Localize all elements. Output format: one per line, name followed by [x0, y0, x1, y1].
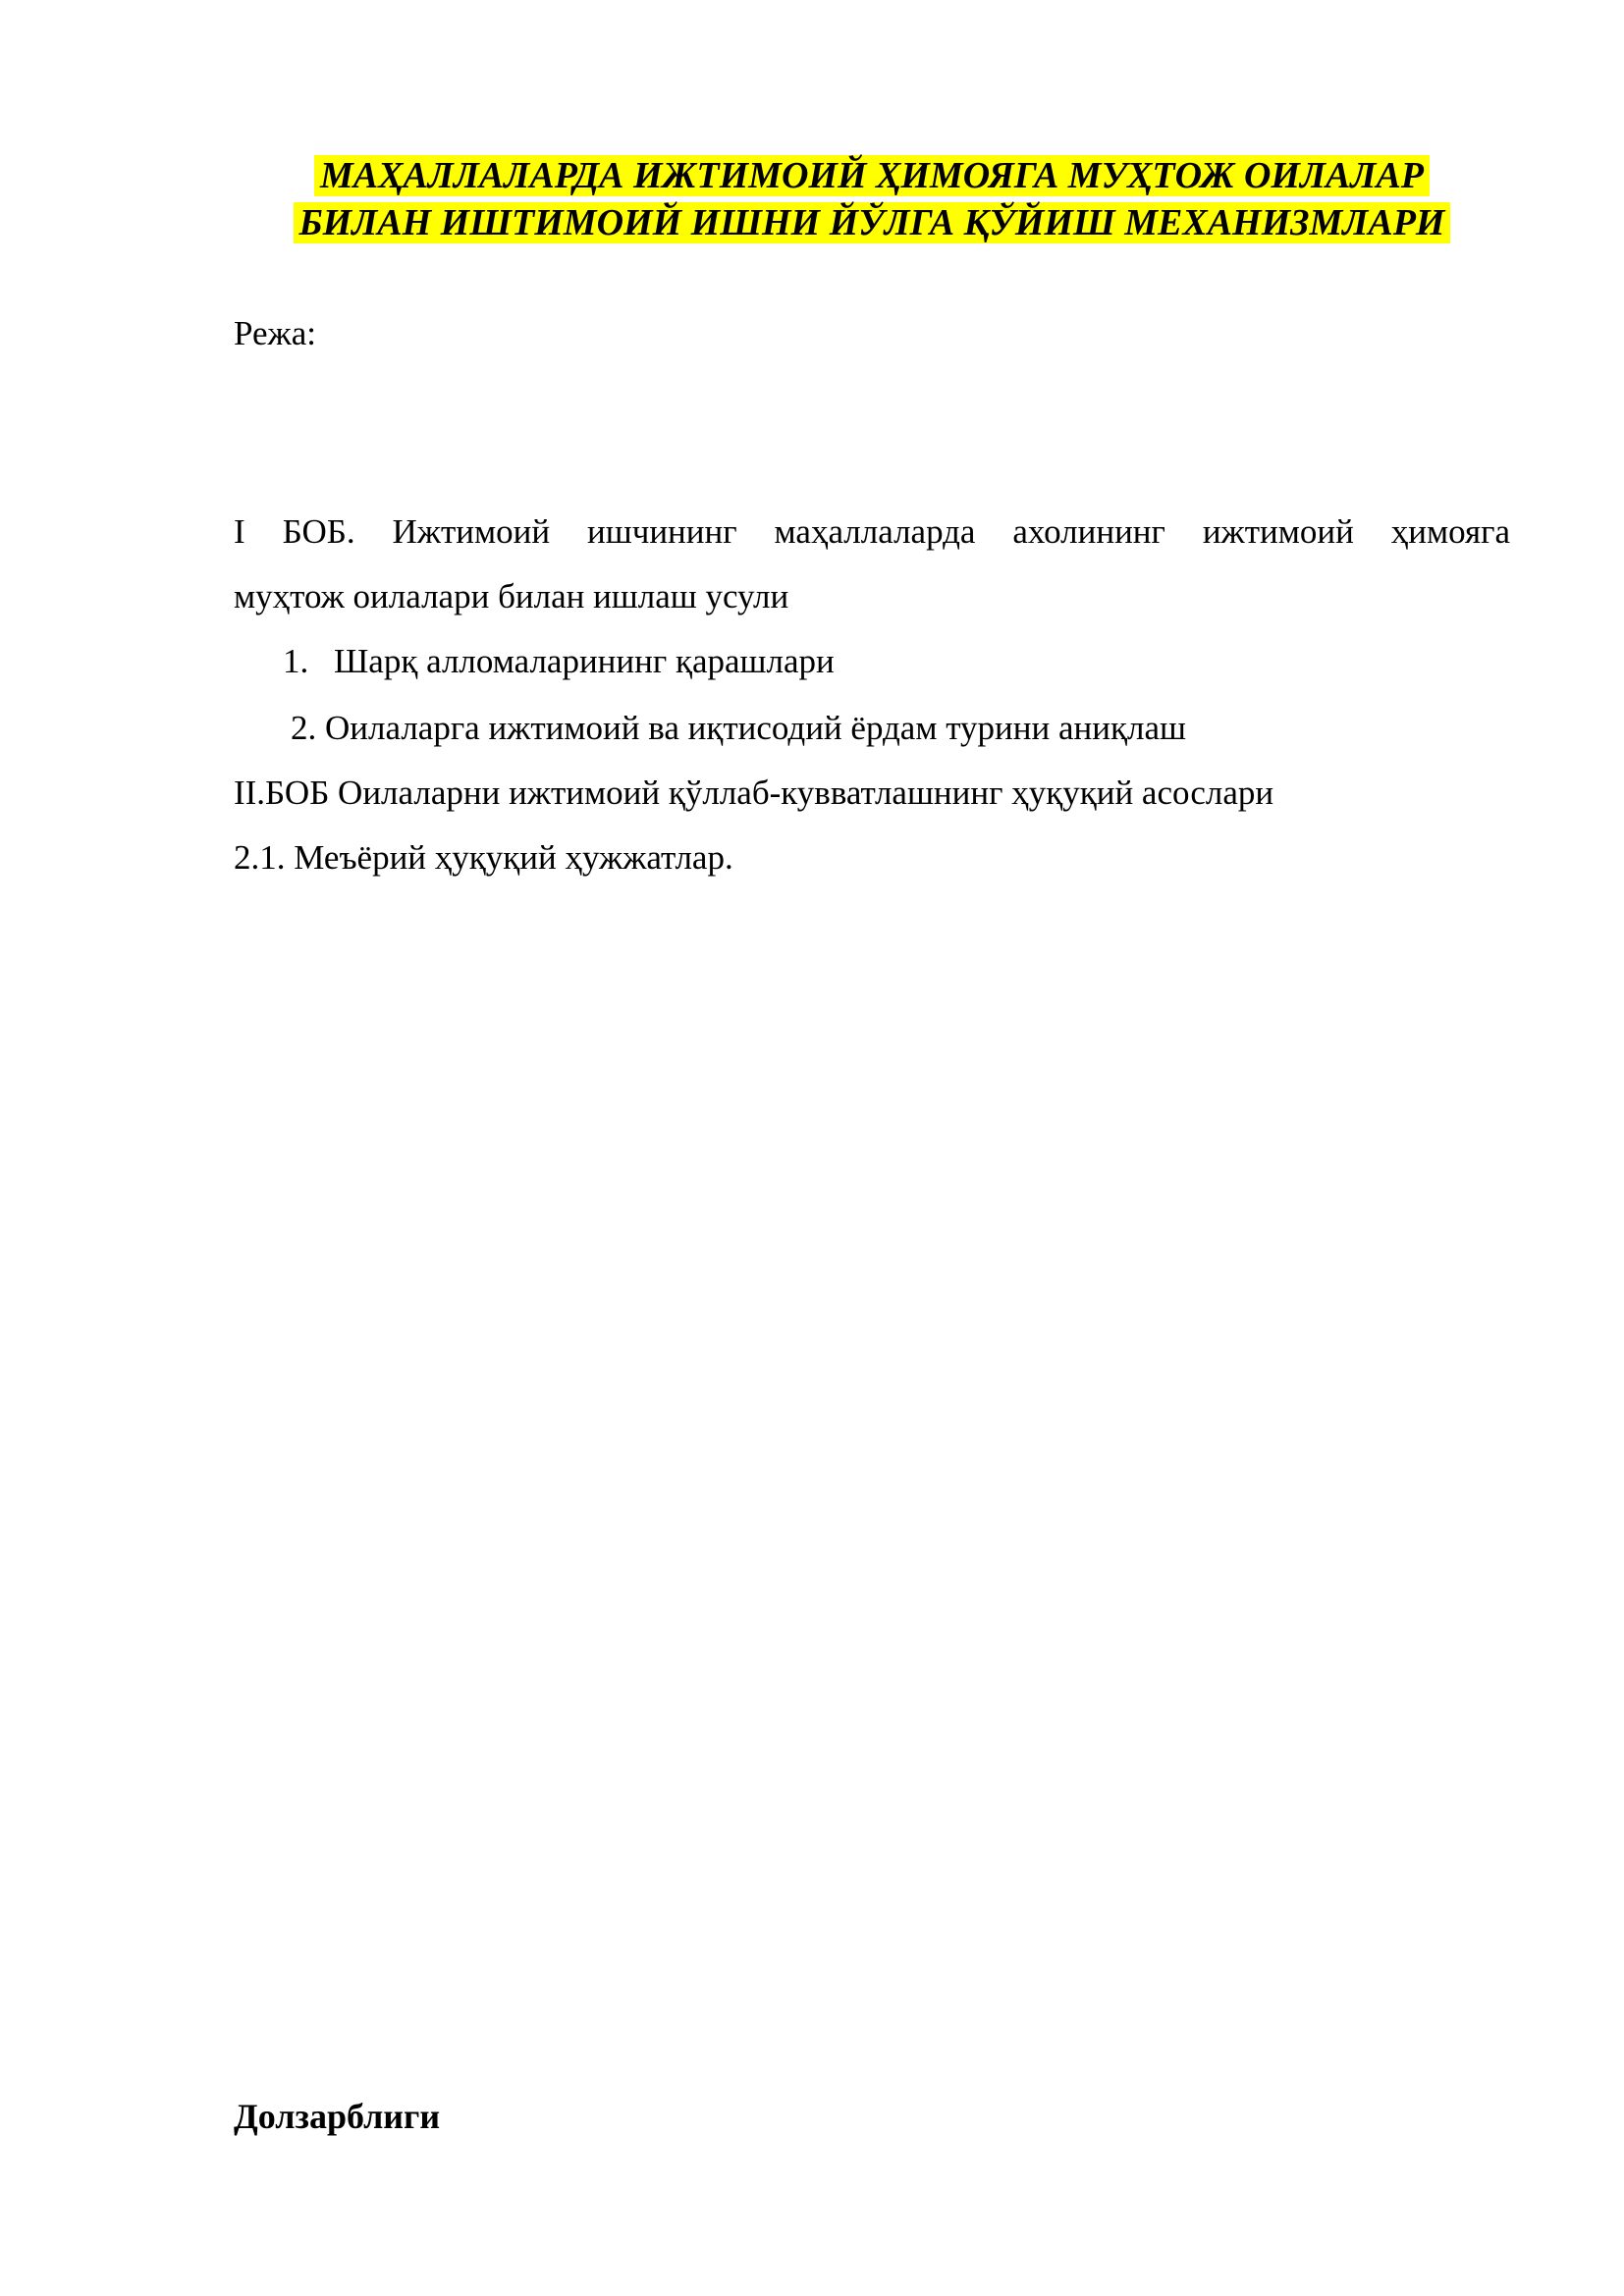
plan-item-1	[283, 640, 835, 683]
plan-item-1-text: Шарқ алломаларининг қарашлари	[334, 642, 835, 680]
chapter-1-heading-line-1: I БОБ. Ижтимоий ишчининг маҳаллаларда ахолининг ижтимоий ҳимояга	[234, 512, 1510, 551]
title-line-2: БИЛАН ИШТИМОИЙ ИШНИ ЙЎЛГА ҚЎЙИШ МЕХАНИЗМЛАРИ	[294, 202, 1451, 243]
relevance-heading: Долзарблиги	[234, 2097, 441, 2136]
document-title	[234, 152, 1510, 246]
plan-item-2: 2. Оилаларга ижтимоий ва иқтисодий ёрдам турини аниқлаш	[291, 709, 1186, 747]
chapter-2-heading: II.БОБ Оилаларни ижтимоий қўллаб-кувватлашнинг ҳуқуқий асослари	[234, 774, 1274, 812]
chapter-1-heading-line-2: муҳтож оилалари билан ишлаш усули	[234, 577, 789, 615]
section-2-1: 2.1. Меъёрий ҳуқуқий ҳужжатлар.	[234, 838, 733, 877]
plan-item-1-number: 1.	[283, 642, 309, 680]
plan-label: Режа:	[234, 314, 316, 352]
title-line-1: МАҲАЛЛАЛАРДА ИЖТИМОИЙ ҲИМОЯГА МУҲТОЖ ОИЛАЛАР	[314, 155, 1430, 196]
